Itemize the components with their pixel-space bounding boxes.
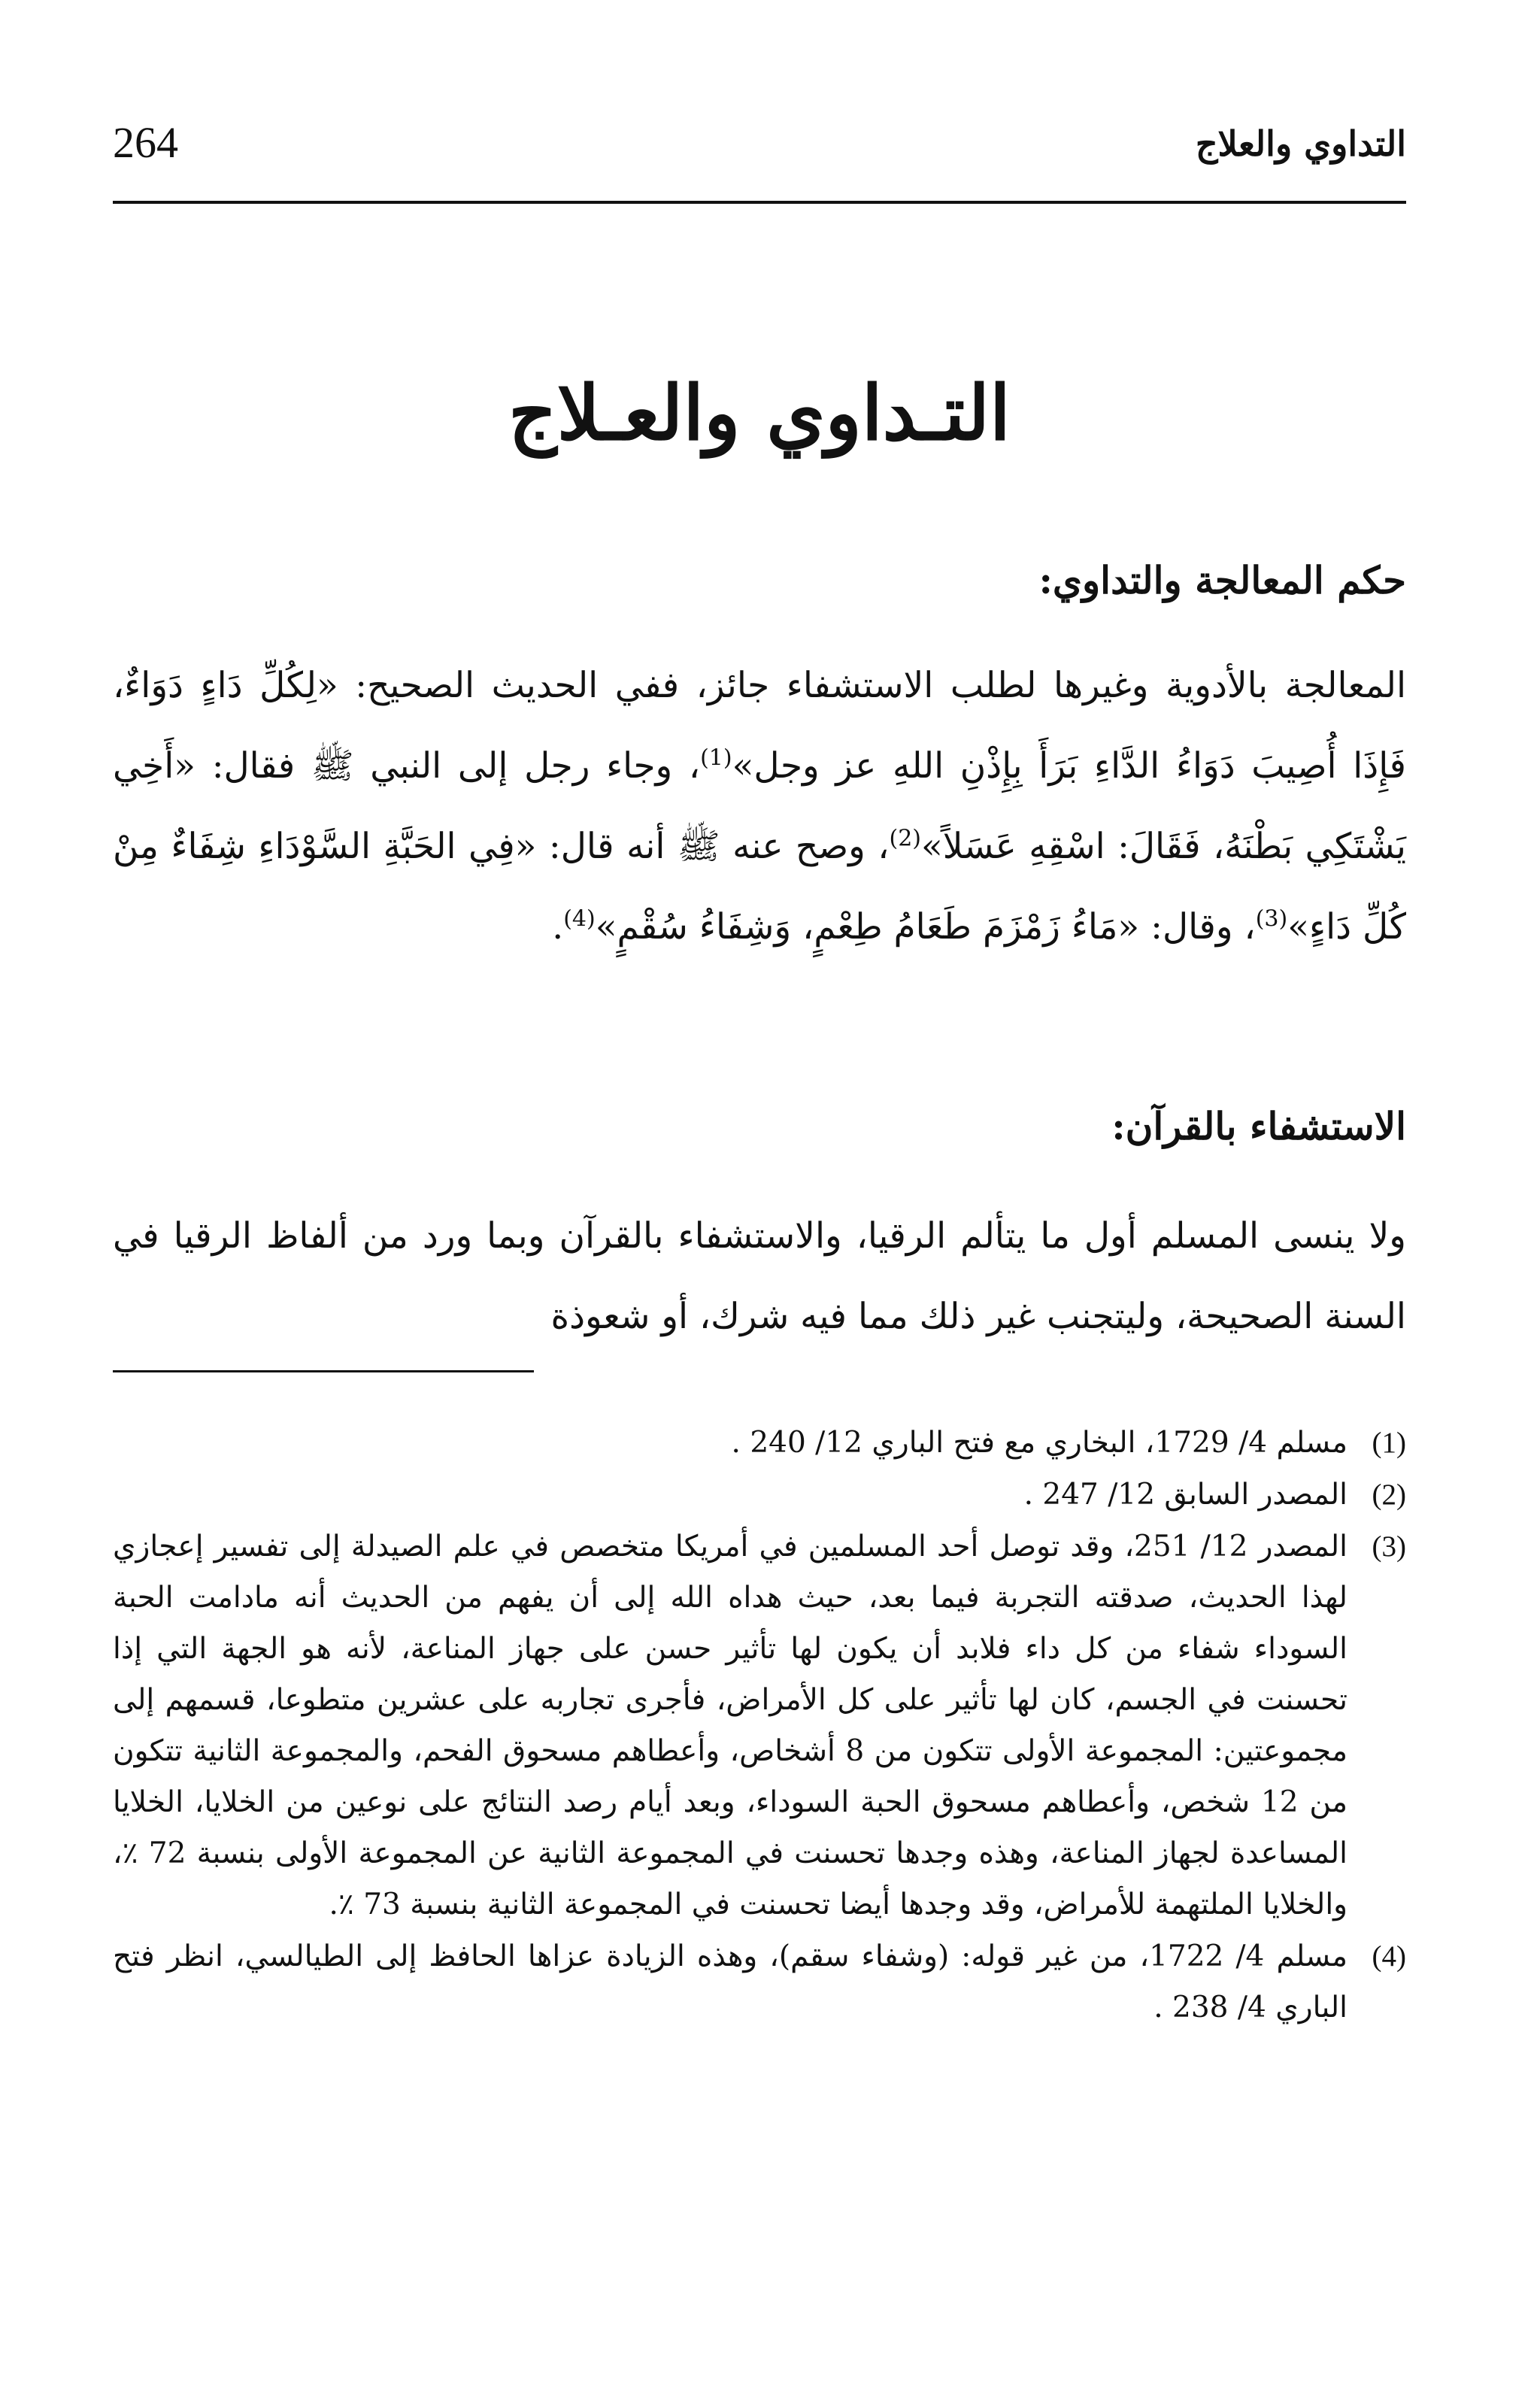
- paragraph-quran-healing: [113, 1196, 1406, 1357]
- book-page: [113, 0, 1406, 2402]
- footnote-separator: [113, 1370, 534, 1372]
- section-heading-quran-healing: الاستشفاء بالقرآن:: [1111, 1104, 1406, 1148]
- footnote-text: مسلم 4/ 1729، البخاري مع فتح الباري 12/ 240 .: [731, 1426, 1348, 1460]
- text-run: ، وجاء رجل إلى النبي ﷺ فقال: «أَخِي يَشْتَكِي بَطْنَهُ، فَقَالَ: اسْقِهِ عَسَلاً»: [113, 745, 1406, 867]
- text-run: .: [552, 906, 564, 948]
- footnote-number: (3): [1372, 1530, 1406, 1563]
- paragraph-body: [113, 645, 1406, 967]
- text-run: ، وقال: «مَاءُ زَمْزَمَ طَعَامُ طِعْمٍ، وَشِفَاءُ سُقْمٍ»: [595, 906, 1256, 948]
- running-header: [113, 113, 1406, 173]
- page-number: 264: [113, 118, 178, 167]
- section-heading-treatment-ruling: حكم المعالجة والتداوي:: [1038, 558, 1406, 602]
- paragraph-treatment-ruling: [113, 645, 1406, 967]
- text-run: المعالجة بالأدوية وغيرها لطلب الاستشفاء جائز، ففي الحديث الصحيح: «لِكُلِّ دَاءٍ دَوَاءٌ، فَإِذَا أُصِيبَ دَوَاءُ الدَّاءِ بَرَأَ بِإِذْنِ اللهِ عز وجل»: [113, 665, 1407, 787]
- chapter-title: التـداوي والعـلاج: [508, 368, 1011, 457]
- footnote-number: (2): [1372, 1479, 1406, 1511]
- text-run: ، وصح عنه ﷺ أنه قال: «فِي الحَبَّةِ السَّوْدَاءِ شِفَاءٌ مِنْ كُلِّ دَاءٍ»: [113, 826, 1406, 948]
- footnote-number: (4): [1372, 1940, 1406, 1973]
- footnotes: [113, 1418, 1406, 2034]
- footnote-ref-3: (3): [1255, 905, 1288, 933]
- footnote-4: [113, 1931, 1406, 2034]
- running-title: التداوي والعلاج: [1195, 123, 1406, 164]
- footnote-text: المصدر 12/ 251، وقد توصل أحد المسلمين في أمريكا متخصص في علم الصيدلة إلى تفسير إعجازي لهذا الحديث، صدقته التجربة فيما بعد، حيث هداه الله إلى أن يفهم من الحديث أنه مادامت الحبة السوداء شفاء من كل داء فلابد أن يكون لها تأثير حسن على جهاز المناعة، لأنه هو الجهة التي إذا تحسنت في الجسم، كان لها تأثير على كل الأمراض، فأجرى تجاربه على عشرين متطوعا، قسمهم إلى مجموعتين: المجموعة الأولى تتكون من 8 أشخاص، وأعطاهم مسحوق الفحم، والمجموعة الثانية تتكون من 12 شخص، وأعطاهم مسحوق الحبة السوداء، وبعد أيام رصد النتائج على نوعين من الخلايا، الخلايا المساعدة لجهاز المناعة، وهذه وجدها تحسنت في المجموعة الثانية عن المجموعة الأولى بنسبة 72 ٪، والخلايا الملتهمة للأمراض، وقد وجدها أيضا تحسنت في المجموعة الثانية بنسبة 73 ٪.: [113, 1530, 1348, 1921]
- footnote-ref-2: (2): [889, 825, 922, 852]
- footnote-text: المصدر السابق 12/ 247 .: [1023, 1478, 1348, 1512]
- footnote-text: مسلم 4/ 1722، من غير قوله: (وشفاء سقم)، وهذه الزيادة عزاها الحافظ إلى الطيالسي، انظر فتح الباري 4/ 238 .: [113, 1939, 1348, 2024]
- footnote-ref-1: (1): [700, 745, 732, 772]
- paragraph-body: ولا ينسى المسلم أول ما يتألم الرقيا، والاستشفاء بالقرآن وبما ورد من ألفاظ الرقيا في السنة الصحيحة، وليتجنب غير ذلك مما فيه شرك، أو شعوذة: [113, 1215, 1406, 1337]
- footnote-1: [113, 1418, 1406, 1469]
- footnote-3: [113, 1521, 1406, 1930]
- footnote-2: [113, 1469, 1406, 1521]
- header-rule: [113, 201, 1406, 204]
- footnote-ref-4: (4): [563, 905, 596, 933]
- footnote-number: (1): [1372, 1427, 1406, 1459]
